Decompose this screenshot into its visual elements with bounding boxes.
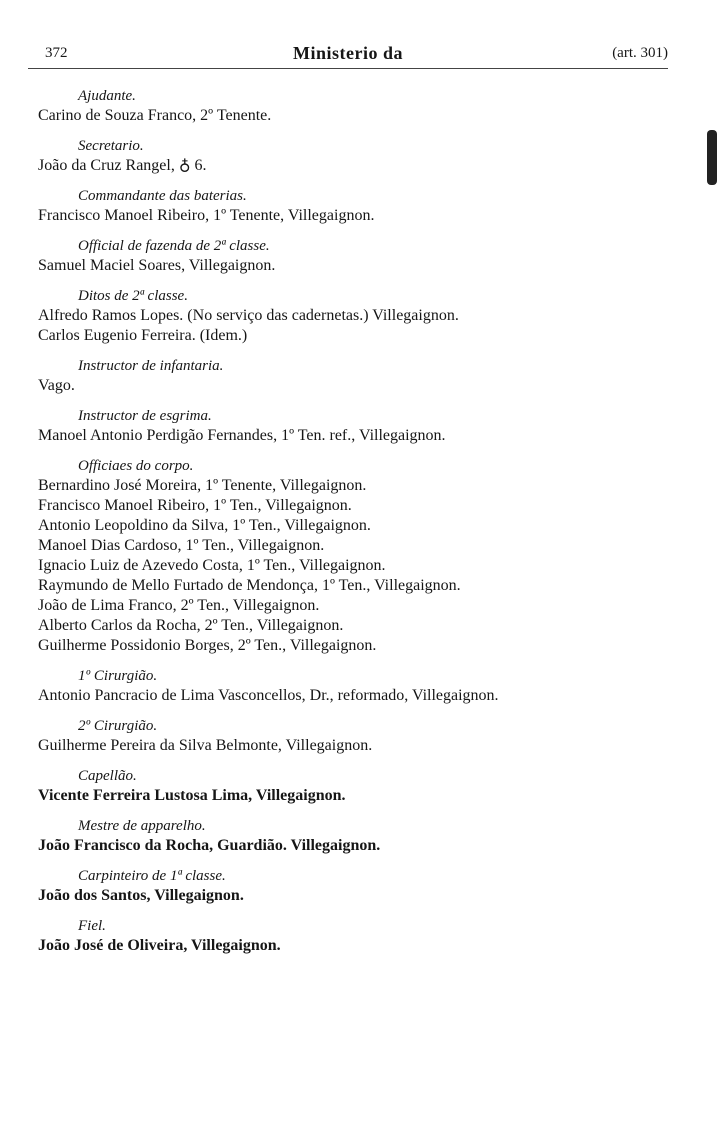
- section-heading: 1º Cirurgião.: [78, 668, 158, 684]
- section-heading: Instructor de esgrima.: [78, 408, 212, 424]
- section-heading: Ajudante.: [78, 88, 136, 104]
- section-heading: Mestre de apparelho.: [78, 818, 206, 834]
- section-heading: Officiaes do corpo.: [78, 458, 194, 474]
- roster-entry: Francisco Manoel Ribeiro, 1º Tenente, Villegaignon.: [38, 207, 375, 224]
- section-heading: 2º Cirurgião.: [78, 718, 158, 734]
- page-header: [28, 43, 668, 69]
- section-heading: Official de fazenda de 2ª classe.: [78, 238, 270, 254]
- roster-section: [34, 916, 674, 956]
- roster-entry: Samuel Maciel Soares, Villegaignon.: [38, 257, 276, 274]
- roster-section: [34, 456, 674, 656]
- section-heading: Capellão.: [78, 768, 137, 784]
- roster-entry: Francisco Manoel Ribeiro, 1º Ten., Villegaignon.: [38, 497, 352, 514]
- roster-entry: Antonio Pancracio de Lima Vasconcellos, Dr., reformado, Villegaignon.: [38, 687, 499, 704]
- roster-section: [34, 406, 674, 446]
- page-number: 372: [45, 45, 68, 61]
- running-title: Ministerio da: [293, 43, 403, 63]
- section-heading: Instructor de infantaria.: [78, 358, 224, 374]
- roster-entry: Vago.: [38, 377, 75, 394]
- roster-section: [34, 356, 674, 396]
- roster-section: [34, 766, 674, 806]
- roster-entry: Bernardino José Moreira, 1º Tenente, Villegaignon.: [38, 477, 367, 494]
- roster-entry: Guilherme Pereira da Silva Belmonte, Villegaignon.: [38, 737, 373, 754]
- roster-section: [34, 236, 674, 276]
- roster-entry: Carino de Souza Franco, 2º Tenente.: [38, 107, 272, 124]
- roster-entry: Manoel Dias Cardoso, 1º Ten., Villegaignon.: [38, 537, 325, 554]
- header-rule: [28, 68, 668, 69]
- section-heading: Carpinteiro de 1ª classe.: [78, 868, 226, 884]
- article-reference: (art. 301): [612, 45, 668, 61]
- roster-entry: Alberto Carlos da Rocha, 2º Ten., Villegaignon.: [38, 617, 344, 634]
- section-heading: Commandante das baterias.: [78, 188, 247, 204]
- roster-entry: Manoel Antonio Perdigão Fernandes, 1º Ten. ref., Villegaignon.: [38, 427, 446, 444]
- roster-section: [34, 866, 674, 906]
- roster-section: [34, 816, 674, 856]
- roster-entry: Antonio Leopoldino da Silva, 1º Ten., Villegaignon.: [38, 517, 371, 534]
- roster-entry: Alfredo Ramos Lopes. (No serviço das cadernetas.) Villegaignon.: [38, 307, 459, 324]
- roster-entry: Raymundo de Mello Furtado de Mendonça, 1º Ten., Villegaignon.: [38, 577, 461, 594]
- roster-entry: Carlos Eugenio Ferreira. (Idem.): [38, 327, 248, 344]
- margin-ink-mark: [707, 130, 717, 185]
- section-heading: Fiel.: [78, 918, 106, 934]
- roster-list: [34, 86, 674, 966]
- roster-entry: João José de Oliveira, Villegaignon.: [38, 937, 281, 954]
- roster-section: [34, 666, 674, 706]
- roster-entry: Vicente Ferreira Lustosa Lima, Villegaignon.: [38, 787, 346, 804]
- roster-entry: Ignacio Luiz de Azevedo Costa, 1º Ten., Villegaignon.: [38, 557, 386, 574]
- roster-section: [34, 86, 674, 126]
- section-heading: Secretario.: [78, 138, 144, 154]
- roster-section: [34, 716, 674, 756]
- roster-section: [34, 186, 674, 226]
- roster-entry: João da Cruz Rangel, ♁ 6.: [38, 157, 207, 174]
- roster-section: [34, 286, 674, 346]
- roster-entry: Guilherme Possidonio Borges, 2º Ten., Villegaignon.: [38, 637, 377, 654]
- roster-entry: João dos Santos, Villegaignon.: [38, 887, 244, 904]
- roster-entry: João Francisco da Rocha, Guardião. Villegaignon.: [38, 837, 381, 854]
- roster-entry: João de Lima Franco, 2º Ten., Villegaignon.: [38, 597, 320, 614]
- roster-section: [34, 136, 674, 176]
- section-heading: Ditos de 2ª classe.: [78, 288, 188, 304]
